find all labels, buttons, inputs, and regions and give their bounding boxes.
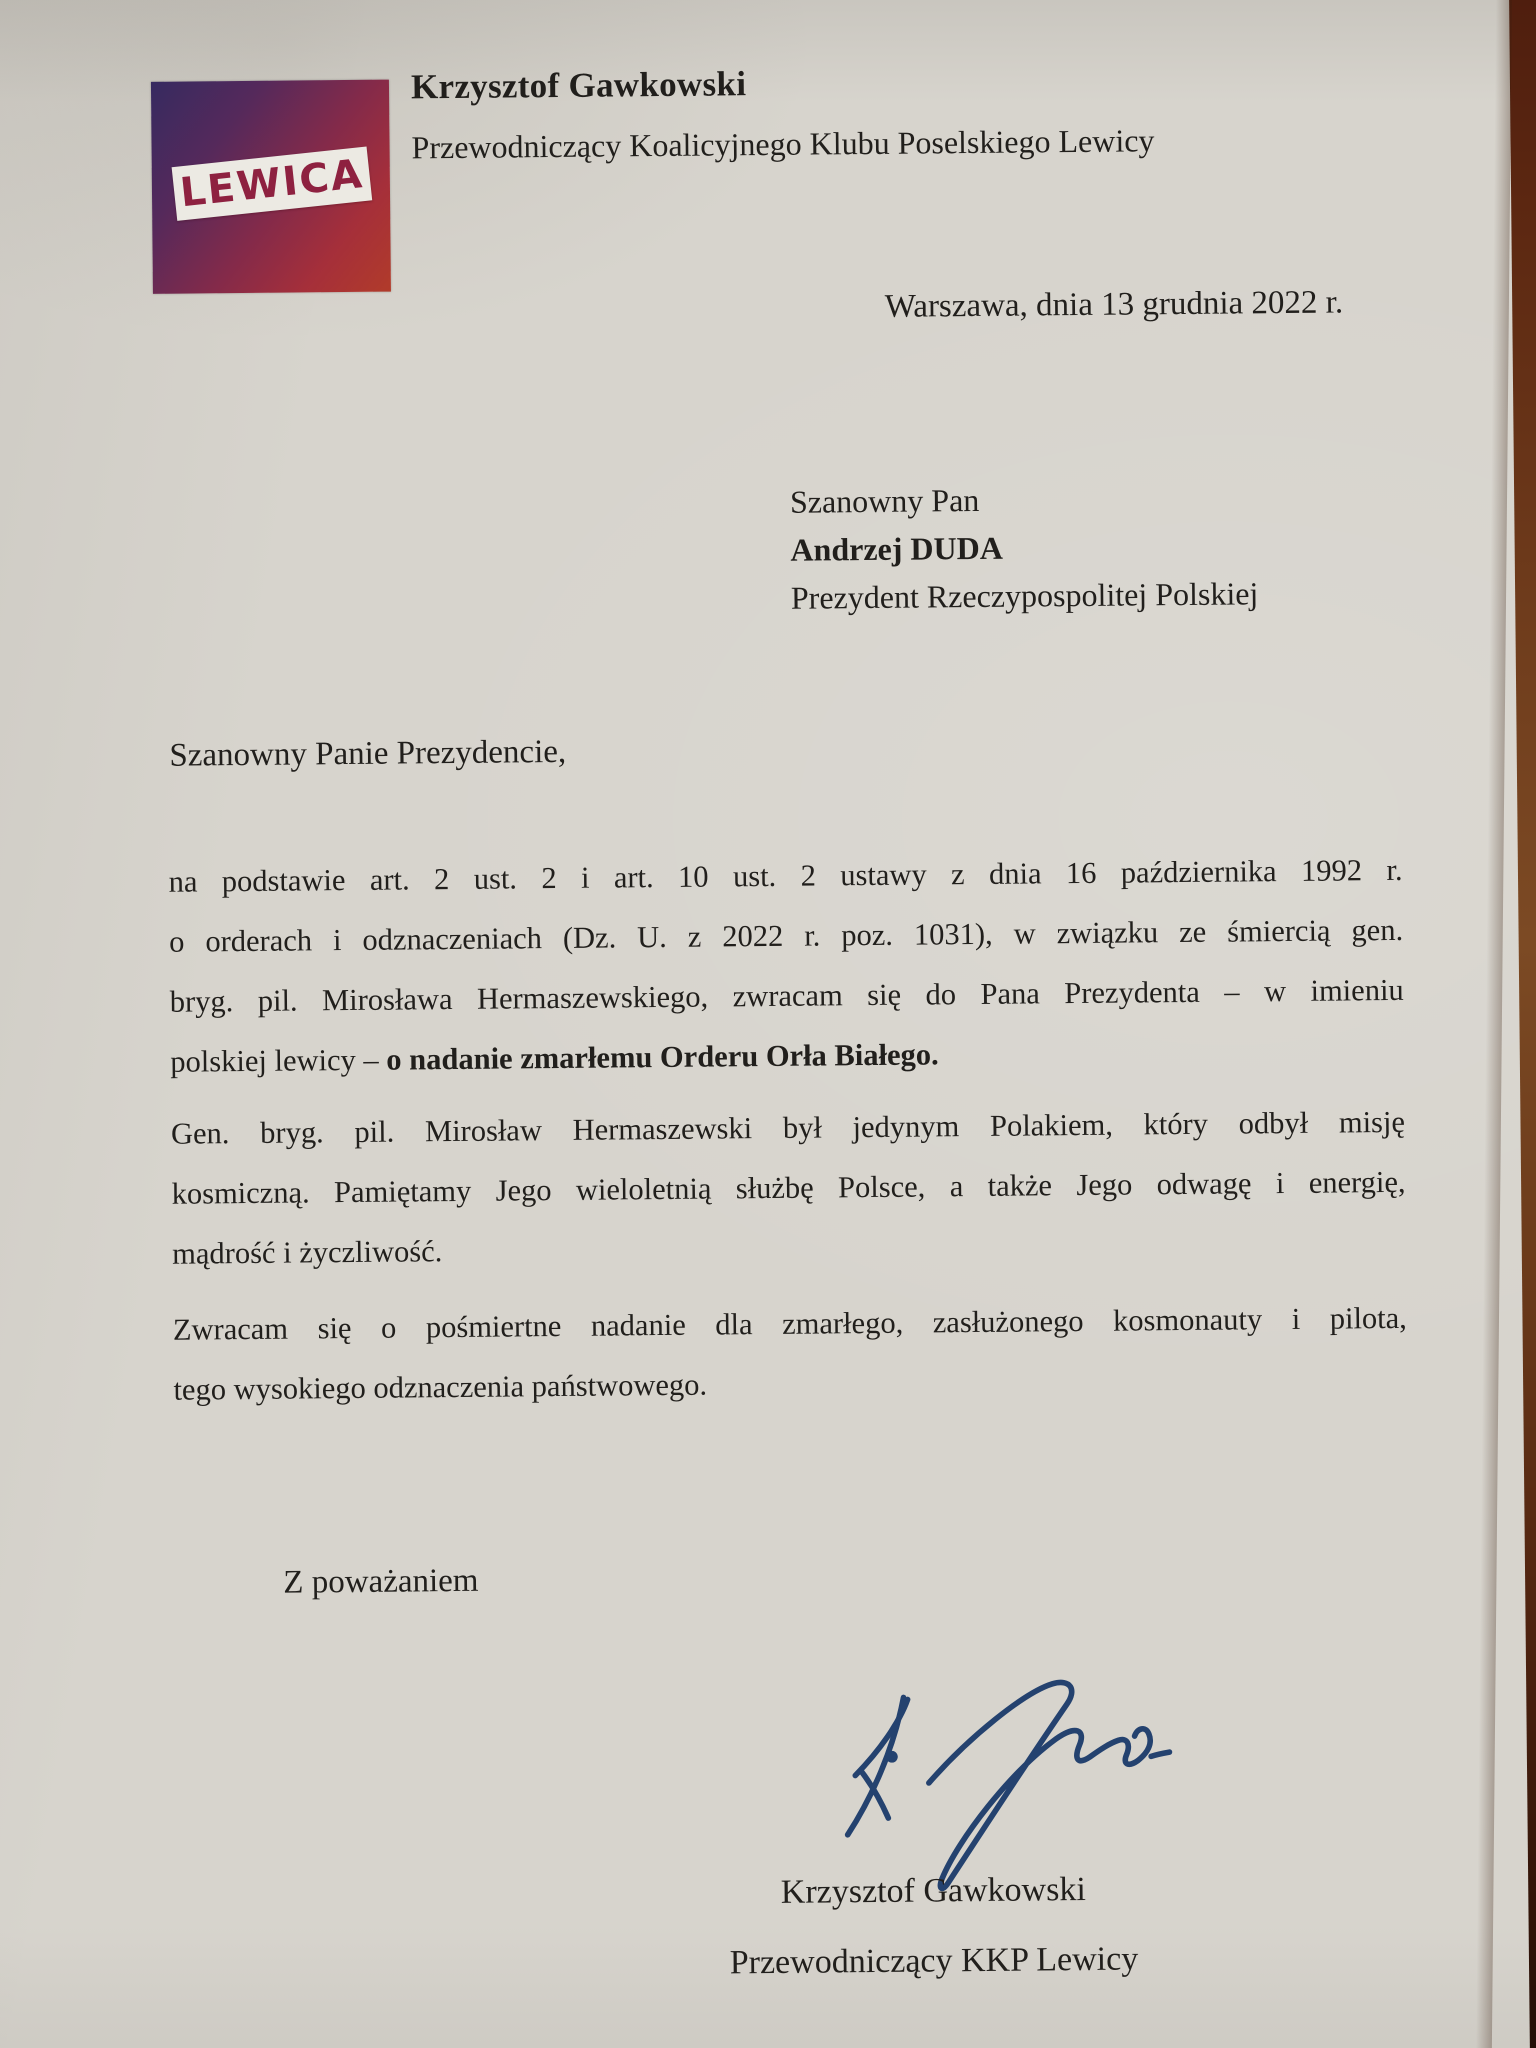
recipient-block <box>790 473 1259 621</box>
greeting: Szanowny Panie Prezydencie, <box>169 733 567 774</box>
lewica-logo <box>151 80 391 294</box>
paragraph-3-line-1: Zwracam się o pośmiertne nadanie dla zmarłego, zasłużonego kosmonauty i pilota, <box>172 1300 1408 1347</box>
closing-formula: Z poważaniem <box>283 1562 479 1601</box>
paragraph-2-line-1: Gen. bryg. pil. Mirosław Hermaszewski był jedynym Polakiem, który odbył misję <box>170 1104 1406 1151</box>
paragraph-1 <box>168 840 1404 1092</box>
letterhead-author-title: Przewodniczący Koalicyjnego Klubu Poselskiego Lewicy <box>411 122 1155 166</box>
paragraph-2-line-3: mądrość i życzliwość. <box>172 1234 443 1271</box>
recipient-name: Andrzej DUDA <box>790 529 1004 568</box>
paragraph-2 <box>171 1092 1407 1284</box>
paragraph-3-line-2: tego wysokiego odznaczenia państwowego. <box>173 1367 708 1407</box>
paragraph-1-line-2: o orderach i odznaczeniach (Dz. U. z 2022 r. poz. 1031), w związku ze śmiercią gen. <box>169 912 1404 959</box>
paragraph-2-line-2: kosmiczną. Pamiętamy Jego wieloletnią służbę Polsce, a także Jego odwagę i energię, <box>171 1164 1406 1211</box>
lewica-logo-banner <box>172 147 373 221</box>
recipient-title: Prezydent Rzeczypospolitej Polskiej <box>790 575 1259 616</box>
signatory-title: Przewodniczący KKP Lewicy <box>729 1940 1139 1982</box>
lewica-logo-text: LEWICA <box>177 151 366 217</box>
dateline: Warszawa, dnia 13 grudnia 2022 r. <box>884 284 1344 325</box>
handwritten-signature <box>824 1658 1176 1906</box>
signatory-name: Krzysztof Gawkowski <box>780 1870 1087 1911</box>
paragraph-1-line-4-bold: o nadanie zmarłemu Orderu Orła Białego. <box>386 1037 939 1077</box>
paragraph-1-line-4 <box>170 1020 1405 1092</box>
recipient-salutation: Szanowny Pan <box>789 481 980 520</box>
signature-ink-strokes <box>824 1658 1176 1906</box>
paragraph-1-line-3: bryg. pil. Mirosława Hermaszewskiego, zwracam się do Pana Prezydenta – w imieniu <box>169 972 1404 1019</box>
paragraph-1-line-1: na podstawie art. 2 ust. 2 i art. 10 ust. 2 ustawy z dnia 16 października 1992 r. <box>168 852 1403 899</box>
paragraph-1-line-4-regular: polskiej lewicy – <box>170 1042 387 1079</box>
letterhead-author-name: Krzysztof Gawkowski <box>410 64 747 107</box>
paragraph-3 <box>173 1288 1408 1420</box>
